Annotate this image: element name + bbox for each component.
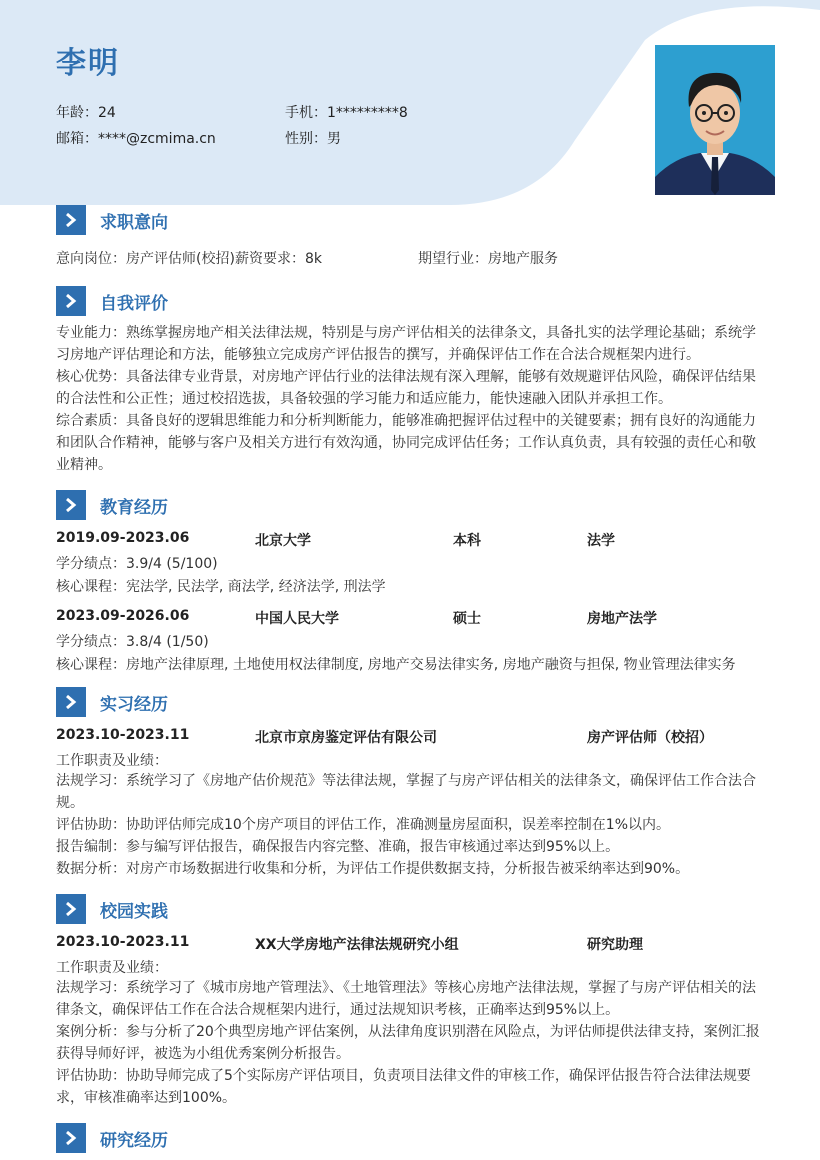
edu-gpa: 学分绩点：3.8/4 (1/50) <box>56 634 209 650</box>
section-header-internship <box>56 687 168 717</box>
section-header-campus <box>56 894 168 924</box>
chevron-right-icon <box>56 490 86 520</box>
section-title: 教育经历 <box>100 497 168 518</box>
section-header-self-evaluation <box>56 286 168 316</box>
edu-period: 2023.09-2026.06 <box>56 608 190 624</box>
edu-period: 2019.09-2023.06 <box>56 530 190 546</box>
intern-duties-label: 工作职责及业绩： <box>56 753 168 769</box>
intention-salary: 薪资要求：8k <box>235 251 323 267</box>
intern-role: 房产评估师（校招） <box>587 730 713 746</box>
edu-major: 法学 <box>587 533 615 549</box>
edu-courses: 核心课程：宪法学, 民法学, 商法学, 经济法学, 刑法学 <box>56 579 386 595</box>
intern-item: 报告编制：参与编写评估报告，确保报告内容完整、准确，报告审核通过率达到95%以上。 <box>56 839 620 855</box>
campus-item: 法规学习：系统学习了《城市房地产管理法》、《土地管理法》等核心房地产法律法规，掌握了与房产评估相关的法律条文，确保评估工作在合法合规框架内进行，通过法规知识考核，正确率达到95%以上。 <box>56 980 756 1018</box>
chevron-right-icon <box>56 894 86 924</box>
intention-position: 意向岗位：房产评估师(校招) <box>56 251 235 267</box>
chevron-right-icon <box>56 286 86 316</box>
section-title: 校园实践 <box>100 901 168 922</box>
profile-photo <box>655 45 775 195</box>
edu-degree: 硕士 <box>453 611 481 627</box>
edu-major: 房地产法学 <box>587 611 657 627</box>
intern-item: 评估协助：协助评估师完成10个房产项目的评估工作，准确测量房屋面积，误差率控制在1%以内。 <box>56 817 671 833</box>
section-header-research <box>56 1123 168 1153</box>
campus-duties-label: 工作职责及业绩： <box>56 960 168 976</box>
edu-school: 中国人民大学 <box>255 611 339 627</box>
edu-degree: 本科 <box>453 533 481 549</box>
edu-school: 北京大学 <box>255 533 311 549</box>
campus-item: 案例分析：参与分析了20个典型房地产评估案例，从法律角度识别潜在风险点，为评估师提供法律支持，案例汇报获得导师好评，被选为小组优秀案例分析报告。 <box>56 1024 760 1062</box>
chevron-right-icon <box>56 687 86 717</box>
email-field: 邮箱：****@zcmima.cn <box>56 131 216 147</box>
section-title: 实习经历 <box>100 694 168 715</box>
campus-period: 2023.10-2023.11 <box>56 934 190 950</box>
phone-field: 手机：1*********8 <box>285 105 408 121</box>
campus-role: 研究助理 <box>587 937 643 953</box>
intern-company: 北京市京房鉴定评估有限公司 <box>255 730 437 746</box>
section-title: 求职意向 <box>100 212 168 233</box>
self-eval-strengths: 核心优势：具备法律专业背景，对房地产评估行业的法律法规有深入理解，能够有效规避评估风险，确保评估结果的合法性和公正性；通过校招选拔，具备较强的学习能力和适应能力，能快速融入团队并承担工作。 <box>56 369 756 407</box>
self-eval-professional: 专业能力：熟练掌握房地产相关法律法规，特别是与房产评估相关的法律条文，具备扎实的法学理论基础；系统学习房地产评估理论和方法，能够独立完成房产评估报告的撰写，并确保评估工作在合法合规框架内进行。 <box>56 325 756 363</box>
section-title: 研究经历 <box>100 1130 168 1151</box>
edu-gpa: 学分绩点：3.9/4 (5/100) <box>56 556 218 572</box>
edu-courses: 核心课程：房地产法律原理, 土地使用权法律制度, 房地产交易法律实务, 房地产融资与担保, 物业管理法律实务 <box>56 657 736 673</box>
chevron-right-icon <box>56 205 86 235</box>
section-header-intention <box>56 205 168 235</box>
intern-period: 2023.10-2023.11 <box>56 727 190 743</box>
candidate-name: 李明 <box>56 46 120 81</box>
intern-item: 法规学习：系统学习了《房地产估价规范》等法律法规，掌握了与房产评估相关的法律条文，确保评估工作合法合规。 <box>56 773 756 811</box>
section-header-education <box>56 490 168 520</box>
section-title: 自我评价 <box>100 293 168 314</box>
gender-field: 性别：男 <box>285 131 341 147</box>
campus-item: 评估协助：协助导师完成了5个实际房产评估项目，负责项目法律文件的审核工作，确保评估报告符合法律法规要求，审核准确率达到100%。 <box>56 1068 751 1106</box>
campus-org: XX大学房地产法律法规研究小组 <box>255 937 459 953</box>
self-eval-qualities: 综合素质：具备良好的逻辑思维能力和分析判断能力，能够准确把握评估过程中的关键要素；拥有良好的沟通能力和团队合作精神，能够与客户及相关方进行有效沟通，协同完成评估任务；工作认真负责，具有较强的责任心和敬业精神。 <box>56 413 756 473</box>
intention-industry: 期望行业：房地产服务 <box>418 251 558 267</box>
chevron-right-icon <box>56 1123 86 1153</box>
intern-item: 数据分析：对房产市场数据进行收集和分析，为评估工作提供数据支持，分析报告被采纳率达到90%。 <box>56 861 690 877</box>
age-field: 年龄：24 <box>56 105 116 121</box>
